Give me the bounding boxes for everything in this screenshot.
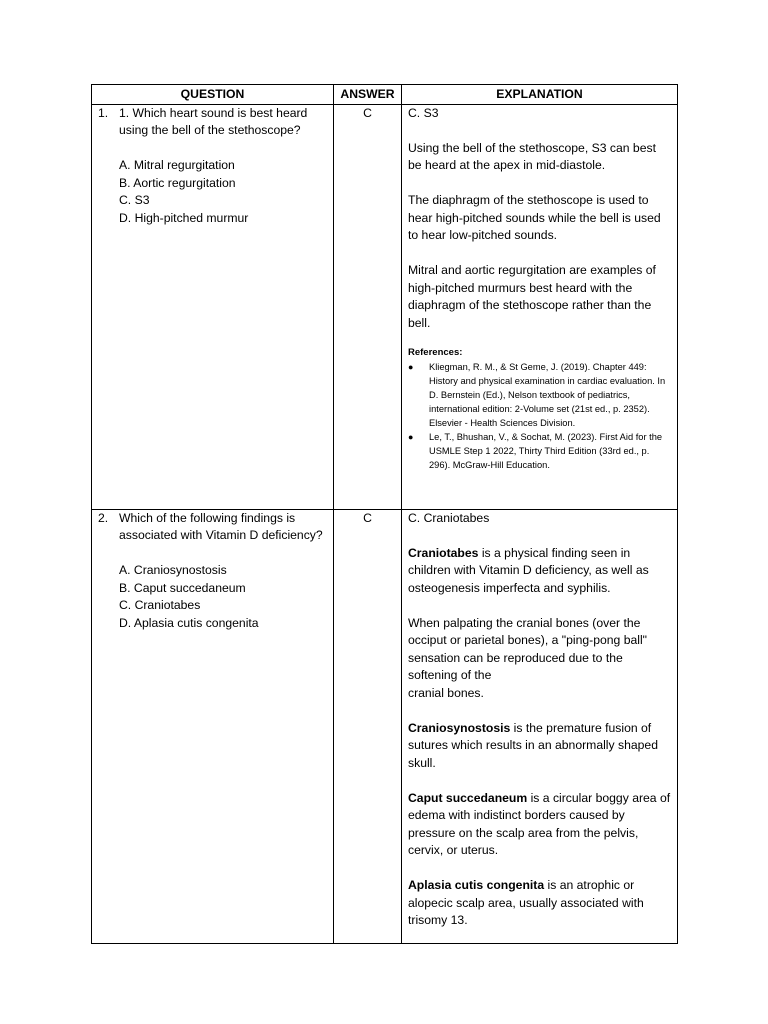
option-c: C. S3 — [119, 193, 150, 207]
reference-item — [408, 360, 671, 430]
qa-table — [91, 84, 678, 944]
explanation-paragraph — [408, 877, 671, 930]
explanation-cell-2 — [402, 509, 678, 943]
explanation-paragraph: Mitral and aortic regurgitation are examples of high-pitched murmurs best heard with the diaphragm of the stethoscope rather than the bell. — [408, 263, 656, 330]
explanation-paragraph — [408, 720, 671, 773]
header-row — [92, 85, 678, 105]
references-title: References: — [408, 347, 463, 358]
option-c: C. Craniotabes — [119, 598, 201, 612]
header-explanation: EXPLANATION — [402, 85, 678, 105]
explanation-paragraph: The diaphragm of the stethoscope is used to hear high-pitched sounds while the bell is used to hear low-pitched sounds. — [408, 193, 661, 242]
term-caput-succedaneum: Caput succedaneum — [408, 790, 528, 805]
reference-text: Kliegman, R. M., & St Geme, J. (2019). Chapter 449: History and physical examination in cardiac evaluation. In D. Bernstein (Ed.), Nelson textbook of pediatrics, international edition: 2-Volume set (21st ed., p. 2352). Elsevier - Health Sciences Division. — [429, 362, 666, 428]
explanation-answer: C. S3 — [408, 105, 439, 120]
question-cell-1 — [92, 104, 334, 509]
question-text: Which of the following findings is associated with Vitamin D deficiency? — [119, 510, 323, 542]
explanation-paragraph: Using the bell of the stethoscope, S3 can best be heard at the apex in mid-diastole. — [408, 140, 656, 172]
answer-cell-1: C — [334, 104, 402, 509]
header-question: QUESTION — [92, 85, 334, 105]
option-a: A. Mitral regurgitation — [119, 158, 235, 172]
header-answer: ANSWER — [334, 85, 402, 105]
question-row-2 — [92, 509, 678, 943]
option-b: B. Aortic regurgitation — [119, 175, 236, 190]
answer-cell-2: C — [334, 509, 402, 943]
reference-text: Le, T., Bhushan, V., & Sochat, M. (2023). First Aid for the USMLE Step 1 2022, Thirty Third Edition (33rd ed., p. 296). McGraw-Hill Education. — [429, 432, 663, 470]
bullet-icon: ● — [408, 432, 414, 442]
option-a: A. Craniosynostosis — [119, 563, 227, 577]
explanation-cell-1 — [402, 104, 678, 509]
bullet-icon: ● — [408, 362, 414, 372]
explanation-paragraph — [408, 790, 671, 860]
reference-item — [408, 430, 671, 472]
option-d: D. High-pitched murmur — [119, 210, 249, 225]
question-cell-2 — [92, 509, 334, 943]
term-aplasia-cutis: Aplasia cutis congenita — [408, 878, 545, 892]
paragraph-text: is a circular boggy area of edema with indistinct borders caused by pressure on the scalp area from the pelvis, cervix, or uterus. — [408, 790, 671, 857]
explanation-paragraph: When palpating the cranial bones (over the occiput or parietal bones), a "ping-pong ball" sensation can be reproduced due to the softening of the — [408, 615, 648, 682]
question-text: 1. Which heart sound is best heard using the bell of the stethoscope? — [119, 105, 308, 137]
option-d: D. Aplasia cutis congenita — [119, 615, 259, 630]
explanation-paragraph-end: cranial bones. — [408, 685, 484, 700]
question-number: 1. — [98, 105, 109, 120]
explanation-answer: C. Craniotabes — [408, 510, 490, 525]
explanation-paragraph — [408, 545, 671, 598]
paragraph-text: is the premature fusion of sutures which results in an abnormally shaped skull. — [408, 720, 658, 770]
question-number: 2. — [98, 510, 109, 525]
references-list — [408, 360, 671, 472]
option-b: B. Caput succedaneum — [119, 580, 246, 595]
paragraph-text: is a physical finding seen in children with Vitamin D deficiency, as well as osteogenesis imperfecta and syphilis. — [408, 545, 649, 595]
paragraph-text: is an atrophic or alopecic scalp area, usually associated with trisomy 13. — [408, 878, 644, 927]
term-craniotabes: Craniotabes — [408, 545, 479, 560]
term-craniosynostosis: Craniosynostosis — [408, 720, 511, 735]
question-row-1 — [92, 104, 678, 509]
